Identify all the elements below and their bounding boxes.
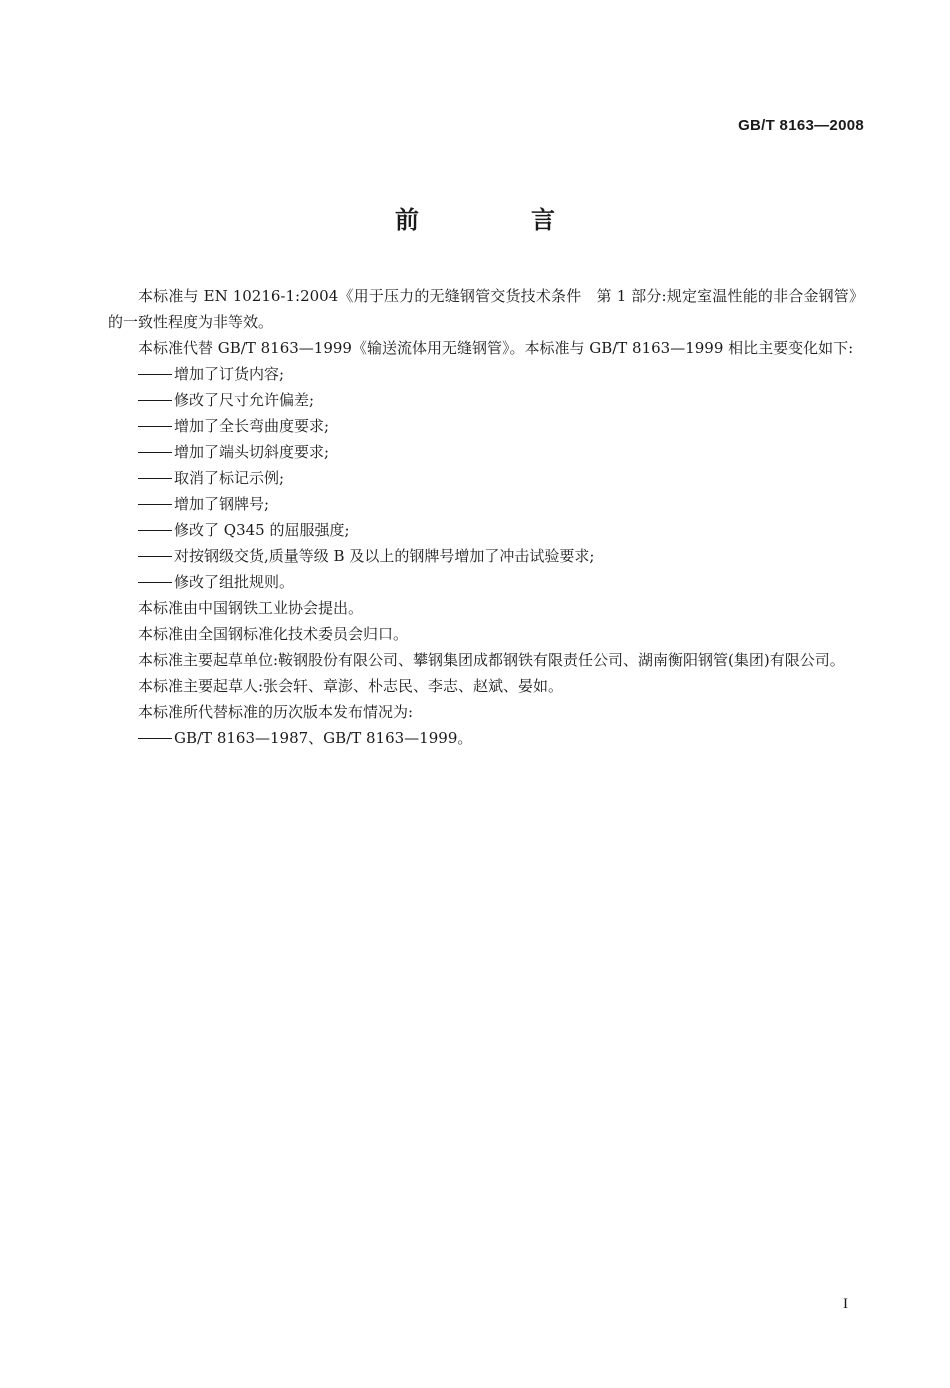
standard-code: GB/T 8163—2008	[738, 117, 864, 134]
list-item-text: 修改了组批规则。	[174, 573, 295, 591]
em-dash	[138, 374, 172, 375]
list-item-text: 增加了钢牌号;	[174, 495, 270, 513]
em-dash	[138, 400, 172, 401]
em-dash	[138, 452, 172, 453]
em-dash	[138, 556, 172, 557]
em-dash	[138, 504, 172, 505]
list-item-text: 取消了标记示例;	[174, 469, 285, 487]
em-dash	[138, 426, 172, 427]
list-item	[108, 543, 864, 569]
list-item-text: 修改了尺寸允许偏差;	[174, 391, 315, 409]
em-dash	[138, 478, 172, 479]
history-list	[108, 725, 864, 751]
list-item	[108, 387, 864, 413]
page-number: I	[843, 1296, 848, 1312]
list-item	[108, 517, 864, 543]
list-item	[108, 491, 864, 517]
proposed-by-paragraph: 本标准由中国钢铁工业协会提出。	[138, 599, 364, 617]
list-item-text: 对按钢级交货,质量等级 B 及以上的钢牌号增加了冲击试验要求;	[174, 547, 595, 565]
list-item-text: 增加了全长弯曲度要求;	[174, 417, 330, 435]
replacement-paragraph: 本标准代替 GB/T 8163—1999《输送流体用无缝钢管》。本标准与 GB/T 8163—1999 相比主要变化如下:	[138, 339, 854, 357]
history-intro-paragraph: 本标准所代替标准的历次版本发布情况为:	[138, 703, 414, 721]
drafters-paragraph: 本标准主要起草人:张会轩、章澎、朴志民、李志、赵斌、晏如。	[138, 677, 564, 695]
document-body	[108, 283, 864, 751]
em-dash	[138, 582, 172, 583]
equivalence-paragraph: 本标准与 EN 10216-1:2004《用于压力的无缝钢管交货技术条件 第 1 部分:规定室温性能的非合金钢管》的一致性程度为非等效。	[108, 287, 864, 331]
page-title: 前 言	[395, 206, 599, 234]
list-item	[108, 361, 864, 387]
list-item	[108, 413, 864, 439]
drafting-units-paragraph: 本标准主要起草单位:鞍钢股份有限公司、攀钢集团成都钢铁有限责任公司、湖南衡阳钢管(集团)有限公司。	[138, 651, 845, 669]
changes-list	[108, 361, 864, 595]
list-item-text: 增加了订货内容;	[174, 365, 285, 383]
list-item-text: 修改了 Q345 的屈服强度;	[174, 521, 350, 539]
em-dash	[138, 738, 172, 739]
list-item	[108, 465, 864, 491]
list-item-text: 增加了端头切斜度要求;	[174, 443, 330, 461]
managed-by-paragraph: 本标准由全国钢标准化技术委员会归口。	[138, 625, 409, 643]
list-item	[108, 569, 864, 595]
em-dash	[138, 530, 172, 531]
list-item	[108, 725, 864, 751]
list-item	[108, 439, 864, 465]
list-item-text: GB/T 8163—1987、GB/T 8163—1999。	[174, 729, 473, 747]
